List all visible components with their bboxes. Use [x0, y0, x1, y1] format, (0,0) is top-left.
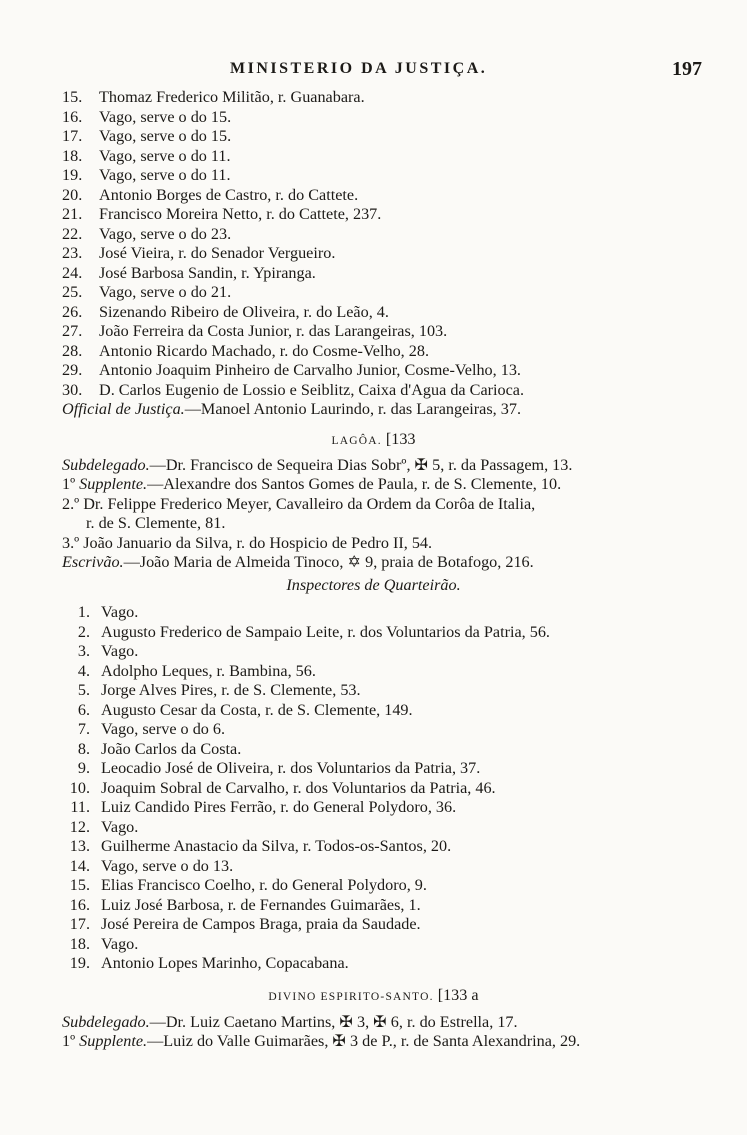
page-header — [0, 60, 747, 84]
list-item: 25. Vago, serve o do 21. — [62, 283, 232, 301]
lagoa-section — [0, 430, 747, 595]
list-item: 9. Leocadio José de Oliveira, r. dos Voluntarios da Patria, 37. — [77, 759, 481, 777]
list-item: 11. Luiz Candido Pires Ferrão, r. do General Polydoro, 36. — [70, 798, 457, 816]
divino-section — [0, 986, 747, 1052]
list-item: 20. Antonio Borges de Castro, r. do Cattete. — [62, 185, 359, 204]
escrivao-line: Escrivão.—João Maria de Almeida Tinoco, ✡ 9, praia de Botafogo, 216. — [62, 553, 534, 571]
list-item: 21. Francisco Moreira Netto, r. do Cattete, 237. — [62, 205, 382, 223]
inspectores-heading: Inspectores de Quarteirão. — [286, 575, 461, 594]
list-item: 10. Joaquim Sobral de Carvalho, r. dos Voluntarios da Patria, 46. — [69, 778, 496, 797]
list-item: 27. João Ferreira da Costa Junior, r. das Larangeiras, 103. — [62, 322, 448, 340]
supplente-line: 1º Supplente.—Luiz do Valle Guimarães, ✠ 3 de P., r. de Santa Alexandrina, 29. — [62, 1032, 581, 1050]
running-head: MINISTERIO DA JUSTIÇA. — [230, 60, 488, 77]
list-item: 30. D. Carlos Eugenio de Lossio e Seiblitz, Caixa d'Agua da Carioca. — [62, 380, 525, 399]
list-item: 22. Vago, serve o do 23. — [62, 224, 232, 243]
page-number: 197 — [672, 58, 702, 80]
supplente-line: 2.º Dr. Felippe Frederico Meyer, Cavalleiro da Ordem da Corôa de Italia, — [62, 494, 536, 513]
inspectores-list — [0, 603, 747, 974]
list-item: 28. Antonio Ricardo Machado, r. do Cosme-Velho, 28. — [62, 341, 429, 360]
list-item: 23. José Vieira, r. do Senador Vergueiro. — [62, 244, 336, 262]
list-item: 24. José Barbosa Sandin, r. Ypiranga. — [62, 263, 316, 282]
list-item: 4. Adolpho Leques, r. Bambina, 56. — [77, 661, 316, 680]
list-item: 18. Vago, serve o do 11. — [62, 146, 231, 165]
list-item: 14. Vago, serve o do 13. — [69, 856, 234, 875]
list-item: 2. Augusto Frederico de Sampaio Leite, r. dos Voluntarios da Patria, 56. — [77, 622, 550, 641]
official-label: Official de Justiça. — [62, 400, 185, 418]
list-item: 26. Sizenando Ribeiro de Oliveira, r. do Leão, 4. — [62, 302, 389, 321]
list-item: 12. Vago. — [69, 817, 139, 836]
list-item: 15. Thomaz Frederico Militão, r. Guanabara. — [62, 88, 365, 106]
list-item: 16. Luiz José Barbosa, r. de Fernandes Guimarães, 1. — [69, 895, 421, 914]
subdelegado-line: Subdelegado.—Dr. Francisco de Sequeira Dias Sobrº, ✠ 5, r. da Passagem, 13. — [62, 455, 573, 474]
supplente-line-cont: r. de S. Clemente, 81. — [86, 514, 226, 532]
list-item: 5. Jorge Alves Pires, r. de S. Clemente, 53. — [77, 681, 361, 699]
section-heading: LAGÔA. [133 — [331, 430, 416, 448]
list-item: 19. Antonio Lopes Marinho, Copacabana. — [69, 954, 349, 972]
section-heading: DIVINO ESPIRITO-SANTO. [133 a — [268, 986, 479, 1004]
list-item: 6. Augusto Cesar da Costa, r. de S. Clemente, 149. — [77, 700, 413, 719]
list-item: 17. José Pereira de Campos Braga, praia da Saudade. — [69, 915, 421, 933]
list-item: 29. Antonio Joaquim Pinheiro de Carvalho Junior, Cosme-Velho, 13. — [62, 361, 521, 379]
subdelegado-line: Subdelegado.—Dr. Luiz Caetano Martins, ✠ 3, ✠ 6, r. do Estrella, 17. — [62, 1012, 518, 1031]
list-item: 18. Vago. — [69, 934, 139, 953]
list-item: 17. Vago, serve o do 15. — [62, 127, 232, 145]
list-item: 15. Elias Francisco Coelho, r. do General Polydoro, 9. — [69, 876, 427, 894]
list-block-1 — [0, 88, 747, 420]
supplente-line: 1º Supplente.—Alexandre dos Santos Gomes de Paula, r. de S. Clemente, 10. — [62, 475, 562, 493]
list-item: 1. Vago. — [77, 603, 139, 621]
supplente-line: 3.º João Januario da Silva, r. do Hospicio de Pedro II, 54. — [62, 533, 433, 552]
list-item: 16. Vago, serve o do 15. — [62, 107, 232, 126]
list-item: 8. João Carlos da Costa. — [77, 739, 242, 758]
list-item: 7. Vago, serve o do 6. — [77, 720, 226, 738]
official-line: Official de Justiça.—Manoel Antonio Laurindo, r. das Larangeiras, 37. — [62, 400, 521, 418]
list-item: 19. Vago, serve o do 11. — [62, 166, 231, 184]
list-item: 13. Guilherme Anastacio da Silva, r. Todos-os-Santos, 20. — [69, 837, 452, 855]
list-item: 3. Vago. — [77, 642, 139, 660]
